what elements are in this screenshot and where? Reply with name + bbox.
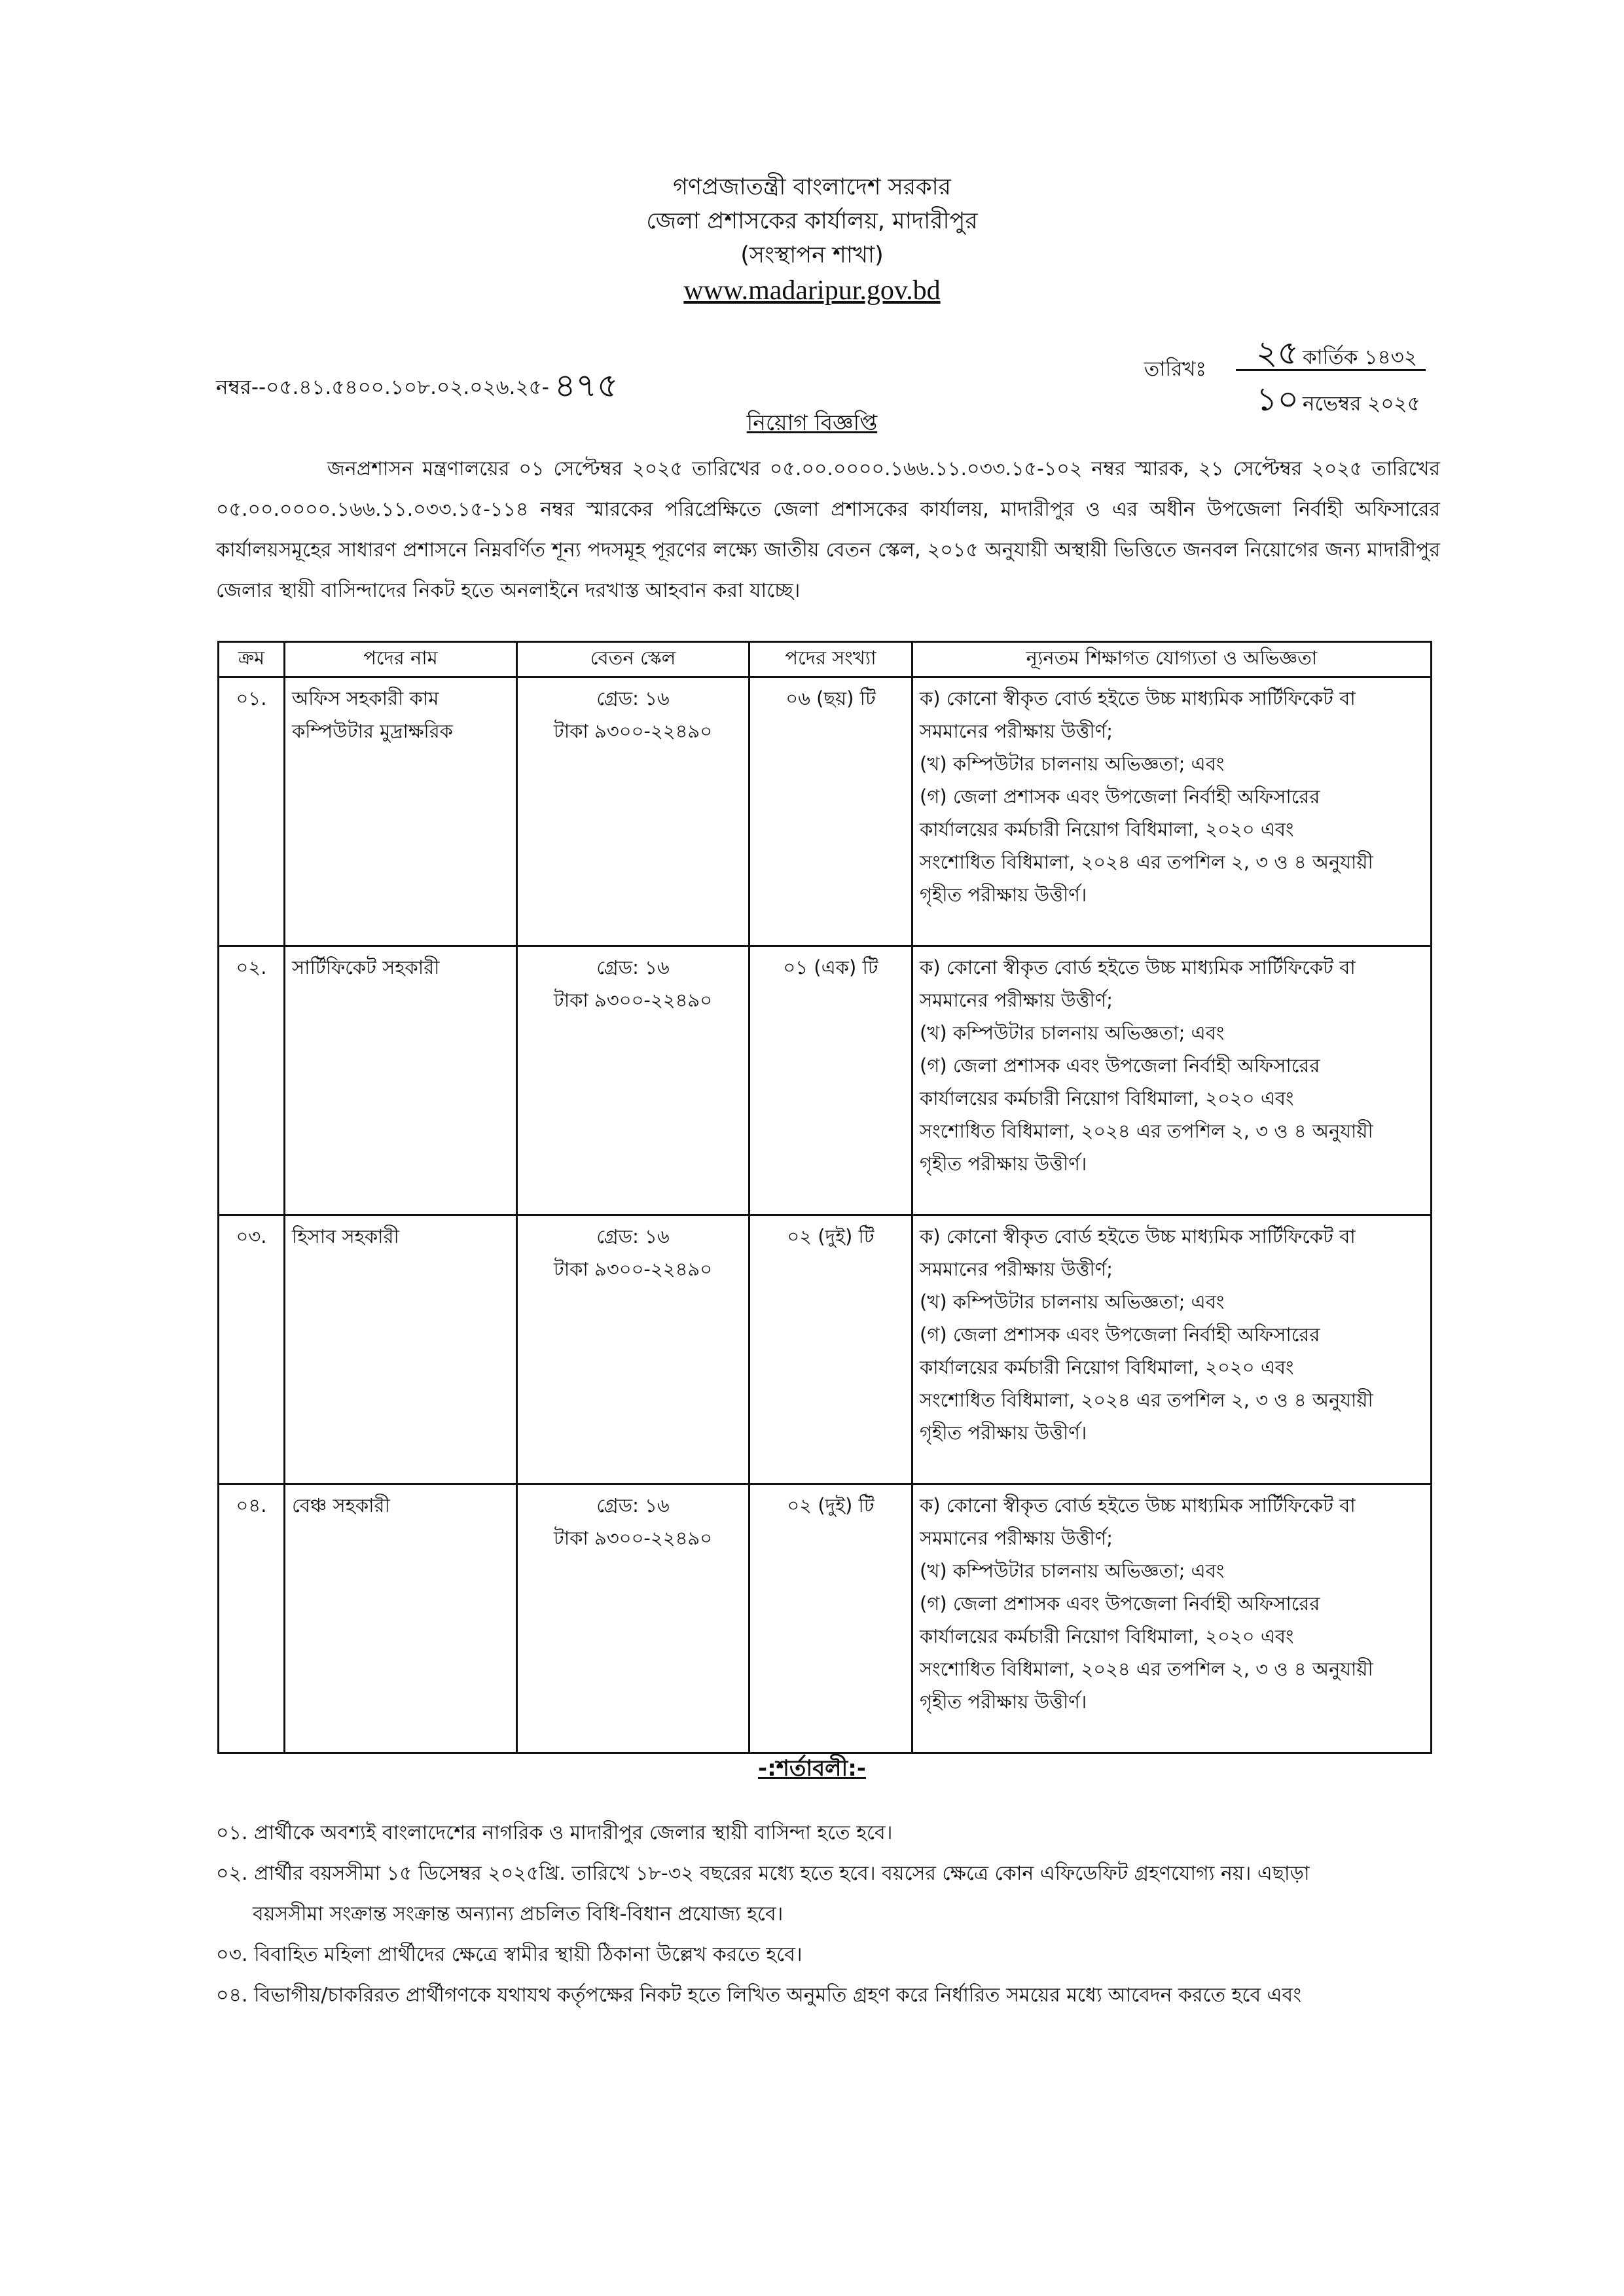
intro-paragraph: জনপ্রশাসন মন্ত্রণালয়ের ০১ সেপ্টেম্বর ২০২৫ তারিখের ০৫.০০.০০০০.১৬৬.১১.০৩৩.১৫-১০২ নম্বর স্মারক, ২১ সেপ্টেম্বর ২০২৫ তারিখের ০৫.০০.০০০০.১৬৬.১১.০৩৩.১৫-১১৪ নম্বর স্মারকের পরিপ্রেক্ষিতে জেলা প্রশাসকের কার্যালয়, মাদারীপুর ও এর অধীন উপজেলা নির্বাহী অফিসারের কার্যালয়সমূহের সাধারণ প্রশাসনে নিম্নবর্ণিত শূন্য পদসমূহ পূরণের লক্ষ্যে জাতীয় বেতন স্কেল, ২০১৫ অনুযায়ী অস্থায়ী ভিত্তিতে জনবল নিয়োগের জন্য মাদারীপুর জেলার স্থায়ী বাসিন্দাদের নিকট হতে অনলাইনে দরখাস্ত আহবান করা যাচ্ছে। <box>216 457 1440 602</box>
date-bangla <box>1236 329 1445 372</box>
branch-name: (সংস্থাপন শাখা) <box>740 242 884 268</box>
date-greg-day: ১০ <box>1256 380 1299 418</box>
qualification-line: (খ) কম্পিউটার চালনায় অভিজ্ঞতা; এবং <box>920 1022 1225 1044</box>
row-sl: ০৪. <box>219 1484 285 1753</box>
subject-text: নিয়োগ বিজ্ঞপ্তি <box>746 410 878 435</box>
date-label: তারিখঃ <box>1144 357 1207 381</box>
row-qualification <box>912 946 1432 1215</box>
qualification-line: সংশোধিত বিধিমালা, ২০২৪ এর তপশিল ২, ৩ ও ৪ অনুযায়ী <box>920 1658 1373 1680</box>
qualification-line: (গ) জেলা প্রশাসক এবং উপজেলা নির্বাহী অফিসারের <box>920 1323 1320 1346</box>
qualification-line: (খ) কম্পিউটার চালনায় অভিজ্ঞতা; এবং <box>920 753 1225 775</box>
post-name-line: অফিস সহকারী কাম <box>292 687 439 709</box>
date-greg-month-year: নভেম্বর ২০২৫ <box>1303 392 1420 416</box>
row-sl: ০২. <box>219 946 285 1215</box>
qualification-line: গৃহীত পরীক্ষায় উত্তীর্ণ। <box>920 1691 1087 1713</box>
qualification-line: কার্যালয়ের কর্মচারী নিয়োগ বিধিমালা, ২০২০ এবং <box>920 1625 1294 1647</box>
row-pay-scale <box>517 946 749 1215</box>
row-pay-scale <box>517 677 749 946</box>
row-post-count: ০১ (এক) টি <box>749 946 912 1215</box>
term-item: ০৩. বিবাহিত মহিলা প্রার্থীদের ক্ষেত্রে স্বামীর স্থায়ী ঠিকানা উল্লেখ করতে হবে। <box>216 1943 803 1966</box>
table-row <box>219 677 1432 946</box>
date-bangla-day: ২৫ <box>1256 334 1299 372</box>
row-pay-scale <box>517 1215 749 1484</box>
qualification-line: ক) কোনো স্বীকৃত বোর্ড হইতে উচ্চ মাধ্যমিক সার্টিফিকেট বা <box>920 956 1356 978</box>
table-row <box>219 1484 1432 1753</box>
grade-text: গ্রেড: ১৬ <box>596 1494 670 1516</box>
qualification-line: সমমানের পরীক্ষায় উত্তীর্ণ; <box>920 720 1113 742</box>
table-row <box>219 946 1432 1215</box>
qualification-line: (গ) জেলা প্রশাসক এবং উপজেলা নির্বাহী অফিসারের <box>920 1592 1320 1615</box>
qualification-line: কার্যালয়ের কর্মচারী নিয়োগ বিধিমালা, ২০২০ এবং <box>920 1087 1294 1109</box>
qualification-line: (গ) জেলা প্রশাসক এবং উপজেলা নির্বাহী অফিসারের <box>920 785 1320 808</box>
post-name-line: সার্টিফিকেট সহকারী <box>292 956 440 978</box>
row-post-count: ০২ (দুই) টি <box>749 1484 912 1753</box>
terms-list <box>216 1813 1453 2016</box>
qualification-line: কার্যালয়ের কর্মচারী নিয়োগ বিধিমালা, ২০২০ এবং <box>920 818 1294 840</box>
term-item: ০৪. বিভাগীয়/চাকরিরত প্রার্থীগণকে যথাযথ কর্তৃপক্ষের নিকট হতে লিখিত অনুমতি গ্রহণ করে নির্ধারিত সময়ের মধ্যে আবেদন করতে হবে এবং <box>216 1984 1302 2007</box>
row-post-count: ০২ (দুই) টি <box>749 1215 912 1484</box>
row-qualification <box>912 1215 1432 1484</box>
qualification-line: সংশোধিত বিধিমালা, ২০২৪ এর তপশিল ২, ৩ ও ৪ অনুযায়ী <box>920 1389 1373 1411</box>
qualification-line: ক) কোনো স্বীকৃত বোর্ড হইতে উচ্চ মাধ্যমিক সার্টিফিকেট বা <box>920 1494 1356 1516</box>
pay-text: টাকা ৯৩০০-২২৪৯০ <box>553 720 713 742</box>
row-sl: ০৩. <box>219 1215 285 1484</box>
row-post-name <box>285 1484 517 1753</box>
header-qualification: ন্যূনতম শিক্ষাগত যোগ্যতা ও অভিজ্ঞতা <box>912 642 1432 677</box>
row-qualification <box>912 1484 1432 1753</box>
posts-table <box>217 641 1432 1754</box>
qualification-line: সংশোধিত বিধিমালা, ২০২৪ এর তপশিল ২, ৩ ও ৪ অনুযায়ী <box>920 1120 1373 1142</box>
term-item: ০১. প্রার্থীকে অবশ্যই বাংলাদেশের নাগরিক ও মাদারীপুর জেলার স্থায়ী বাসিন্দা হতে হবে। <box>216 1821 893 1844</box>
website-link[interactable]: www.madaripur.gov.bd <box>683 276 941 306</box>
post-name-line: বেঞ্চ সহকারী <box>292 1494 390 1516</box>
memo-number-handwritten: ৪৭৫ <box>554 367 619 404</box>
term-item-continuation: বয়সসীমা সংক্রান্ত সংক্রান্ত অন্যান্য প্রচলিত বিধি-বিধান প্রযোজ্য হবে। <box>253 1903 784 1926</box>
qualification-line: (খ) কম্পিউটার চালনায় অভিজ্ঞতা; এবং <box>920 1560 1225 1582</box>
post-name-line: হিসাব সহকারী <box>292 1225 399 1247</box>
row-post-count: ০৬ (ছয়) টি <box>749 677 912 946</box>
grade-text: গ্রেড: ১৬ <box>596 1225 670 1247</box>
term-item: ০২. প্রার্থীর বয়সসীমা ১৫ ডিসেম্বর ২০২৫খ্রি. তারিখে ১৮-৩২ বছরের মধ্যে হতে হবে। বয়সের ক্ষেত্রে কোন এফিডেফিট গ্রহণযোগ্য নয়। এছাড়া <box>216 1862 1310 1885</box>
qualification-line: সমমানের পরীক্ষায় উত্তীর্ণ; <box>920 1527 1113 1549</box>
pay-text: টাকা ৯৩০০-২২৪৯০ <box>553 1258 713 1280</box>
table-row <box>219 1215 1432 1484</box>
qualification-line: সমমানের পরীক্ষায় উত্তীর্ণ; <box>920 1258 1113 1280</box>
header-sl: ক্রম <box>219 642 285 677</box>
terms-title-text: -:শর্তাবলী:- <box>758 1755 866 1782</box>
notice-subject <box>0 406 1624 442</box>
date-block <box>1236 329 1445 418</box>
qualification-line: ক) কোনো স্বীকৃত বোর্ড হইতে উচ্চ মাধ্যমিক সার্টিফিকেট বা <box>920 1225 1356 1247</box>
table-header-row <box>219 642 1432 677</box>
qualification-line: সমমানের পরীক্ষায় উত্তীর্ণ; <box>920 989 1113 1011</box>
qualification-line: গৃহীত পরীক্ষায় উত্তীর্ণ। <box>920 884 1087 906</box>
memo-number-text: নম্বর--০৫.৪১.৫৪০০.১০৮.০২.০২৬.২৫- <box>216 376 549 399</box>
header-post-name: পদের নাম <box>285 642 517 677</box>
row-sl: ০১. <box>219 677 285 946</box>
row-post-name <box>285 946 517 1215</box>
header-pay-scale: বেতন স্কেল <box>517 642 749 677</box>
terms-title <box>0 1751 1624 1789</box>
qualification-line: গৃহীত পরীক্ষায় উত্তীর্ণ। <box>920 1422 1087 1444</box>
qualification-line: ক) কোনো স্বীকৃত বোর্ড হইতে উচ্চ মাধ্যমিক সার্টিফিকেট বা <box>920 687 1356 709</box>
qualification-line: কার্যালয়ের কর্মচারী নিয়োগ বিধিমালা, ২০২০ এবং <box>920 1356 1294 1378</box>
qualification-line: সংশোধিত বিধিমালা, ২০২৪ এর তপশিল ২, ৩ ও ৪ অনুযায়ী <box>920 851 1373 873</box>
qualification-line: গৃহীত পরীক্ষায় উত্তীর্ণ। <box>920 1153 1087 1175</box>
post-name-line: কম্পিউটার মুদ্রাক্ষরিক <box>292 720 453 742</box>
header-post-count: পদের সংখ্যা <box>749 642 912 677</box>
qualification-line: (খ) কম্পিউটার চালনায় অভিজ্ঞতা; এবং <box>920 1291 1225 1313</box>
row-post-name <box>285 1215 517 1484</box>
date-bangla-month-year: কার্তিক ১৪৩২ <box>1303 346 1417 369</box>
grade-text: গ্রেড: ১৬ <box>596 956 670 978</box>
row-qualification <box>912 677 1432 946</box>
pay-text: টাকা ৯৩০০-২২৪৯০ <box>553 1527 713 1549</box>
row-post-name <box>285 677 517 946</box>
qualification-line: (গ) জেলা প্রশাসক এবং উপজেলা নির্বাহী অফিসারের <box>920 1054 1320 1077</box>
office-name: জেলা প্রশাসকের কার্যালয়, মাদারীপুর <box>646 208 978 234</box>
pay-text: টাকা ৯৩০০-২২৪৯০ <box>553 989 713 1011</box>
row-pay-scale <box>517 1484 749 1753</box>
govt-name: গণপ্রজাতন্ত্রী বাংলাদেশ সরকার <box>673 174 951 200</box>
grade-text: গ্রেড: ১৬ <box>596 687 670 709</box>
